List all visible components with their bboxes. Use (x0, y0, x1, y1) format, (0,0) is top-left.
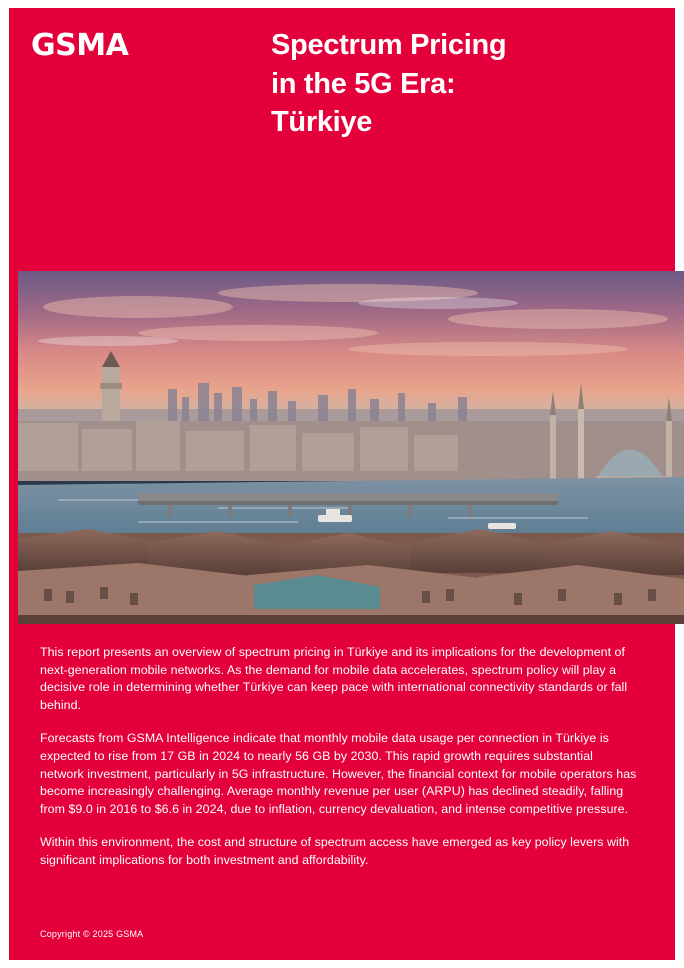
title-line-2: in the 5G Era: (271, 67, 456, 100)
summary-paragraph-3: Within this environment, the cost and structure of spectrum access have emerged as key policy levers with significant implications for both investment and affordability. (40, 835, 630, 868)
cover-hero-image (18, 271, 684, 624)
summary-paragraph-2: Forecasts from GSMA Intelligence indicate that monthly mobile data usage per connection in Türkiye is expected to rise from 17 GB in 2024 to nearly 56 GB by 2030. This rapid growth requires substantial network investment, particularly in 5G infrastructure. However, the financial context for mobile operators has become increasingly challenging. Average monthly revenue per user (ARPU) has declined steadily, falling from $9.0 in 2016 to $6.6 in 2024, due to inflation, currency devaluation, and intense competitive pressure. (40, 731, 637, 816)
cover-summary-text (40, 644, 640, 886)
page-title (271, 26, 651, 142)
copyright-notice: Copyright © 2025 GSMA (40, 929, 144, 939)
gsma-logo: GSMA (31, 28, 129, 63)
istanbul-skyline-illustration (18, 271, 684, 624)
report-cover (9, 8, 675, 960)
title-line-3: Türkiye (271, 106, 373, 139)
cover-header (9, 8, 675, 260)
title-line-1: Spectrum Pricing (271, 29, 507, 61)
summary-paragraph-1: This report presents an overview of spectrum pricing in Türkiye and its implications for the development of next-generation mobile networks. As the demand for mobile data accelerates, spectrum policy will play a decisive role in determining whether Türkiye can keep pace with international connectivity standards or fall behind. (40, 645, 628, 712)
